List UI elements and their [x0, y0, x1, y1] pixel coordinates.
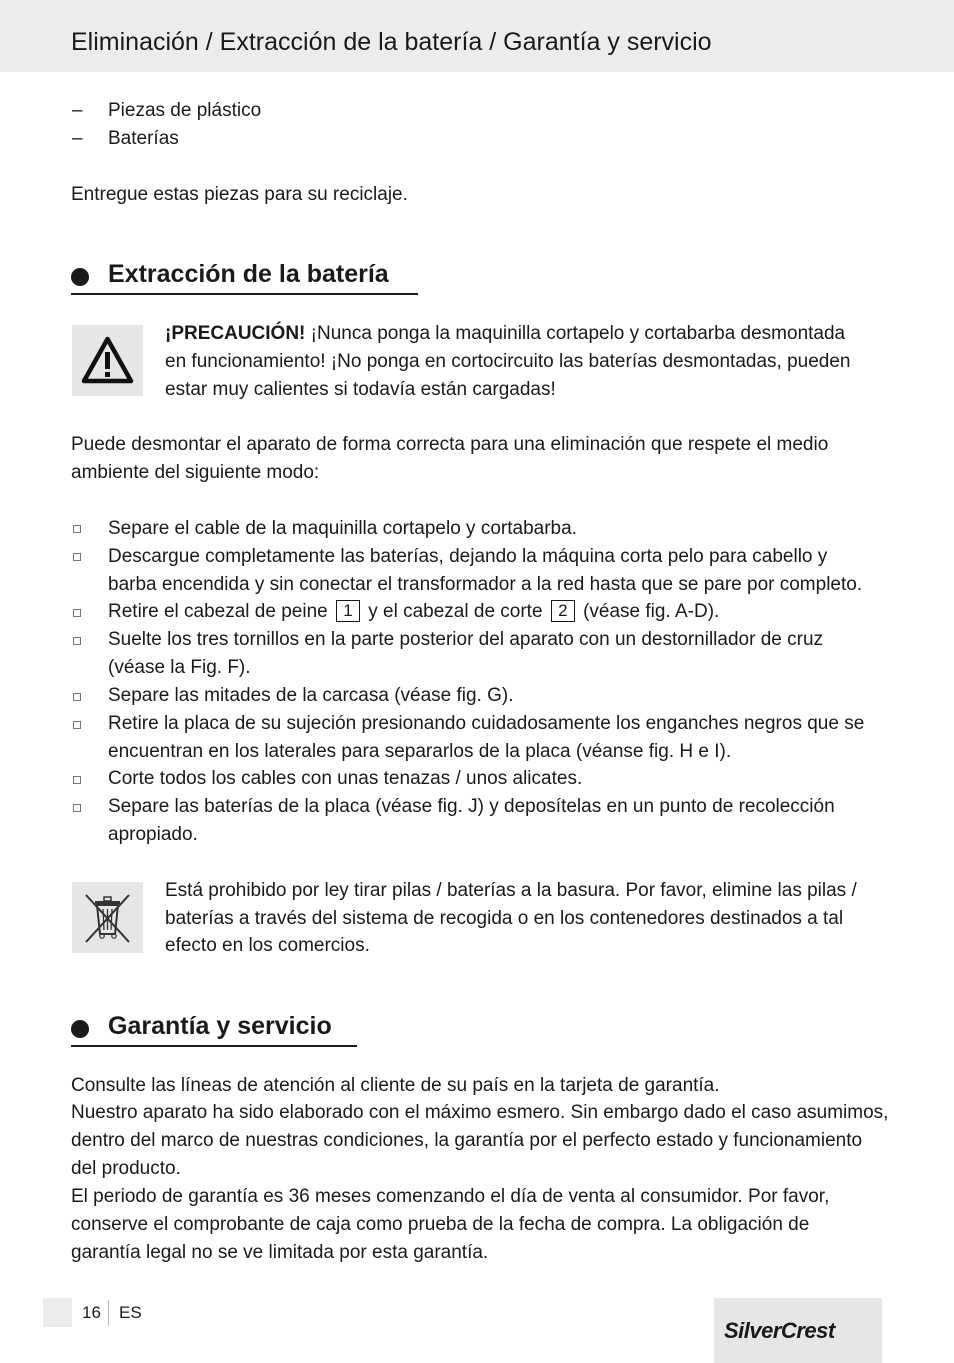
checkbox-bullet-icon	[73, 721, 81, 729]
part-ref-comb-head: 1	[336, 600, 360, 622]
warning-text-line: estar muy calientes si todavía están cargadas!	[165, 379, 556, 400]
step-fragment: (véase fig. A-D).	[583, 601, 720, 622]
warning-label: ¡PRECAUCIÓN!	[165, 323, 306, 344]
dash-marker: –	[72, 128, 83, 149]
step-text: Separe las baterías de la placa (véase fig. J) y deposítelas en un punto de recolección	[108, 796, 835, 817]
list-item: Baterías	[108, 128, 179, 149]
paragraph-line: Puede desmontar el aparato de forma correcta para una eliminación que respete el medio	[71, 434, 829, 455]
checkbox-bullet-icon	[73, 776, 81, 784]
warranty-text: El periodo de garantía es 36 meses comenzando el día de venta al consumidor. Por favor,	[71, 1186, 830, 1207]
warning-text-line	[165, 320, 845, 348]
page-title: Eliminación / Extracción de la batería / Garantía y servicio	[71, 28, 712, 56]
checkbox-bullet-icon	[73, 525, 81, 533]
step-fragment: Retire el cabezal de peine	[108, 601, 328, 622]
warranty-text: Consulte las líneas de atención al cliente de su país en la tarjeta de garantía.	[71, 1075, 720, 1096]
step-text: Separe las mitades de la carcasa (véase fig. G).	[108, 685, 514, 706]
warranty-text: Nuestro aparato ha sido elaborado con el máximo esmero. Sin embargo dado el caso asumimos,	[71, 1102, 889, 1123]
step-text: barba encendida y sin conectar el transformador a la red hasta que se pare por completo.	[108, 574, 863, 595]
part-ref-cutting-head: 2	[551, 600, 575, 622]
paragraph-line: ambiente del siguiente modo:	[71, 462, 320, 483]
step-text: Suelte los tres tornillos en la parte posterior del aparato con un destornillador de cruz	[108, 629, 824, 650]
recycling-note: Entregue estas piezas para su reciclaje.	[71, 184, 408, 205]
battery-disposal-text: Está prohibido por ley tirar pilas / baterías a la basura. Por favor, elimine las pilas /	[165, 880, 857, 901]
step-text: apropiado.	[108, 824, 198, 845]
brand-logo	[714, 1298, 882, 1363]
warranty-text: garantía legal no se ve limitada por esta garantía.	[71, 1242, 489, 1263]
heading-underline	[71, 1045, 357, 1047]
bullet-dot-icon	[71, 1020, 89, 1038]
checkbox-bullet-icon	[73, 637, 81, 645]
footer-marker	[43, 1298, 72, 1327]
step-text: encuentran en los laterales para separarlos de la placa (véanse fig. H e I).	[108, 741, 732, 762]
warning-triangle-icon	[72, 325, 143, 396]
step-text: Separe el cable de la maquinilla cortapelo y cortabarba.	[108, 518, 577, 539]
step-text: (véase la Fig. F).	[108, 657, 251, 678]
checkbox-bullet-icon	[73, 693, 81, 701]
brand-name: SilverCrest	[724, 1318, 835, 1343]
step-text: Retire la placa de su sujeción presionando cuidadosamente los enganches negros que se	[108, 713, 865, 734]
checkbox-bullet-icon	[73, 553, 81, 561]
checkbox-bullet-icon	[73, 609, 81, 617]
step-text	[108, 598, 719, 626]
checkbox-bullet-icon	[73, 804, 81, 812]
warranty-text: del producto.	[71, 1158, 181, 1179]
page-number: 16	[82, 1303, 101, 1322]
section-title: Garantía y servicio	[108, 1012, 332, 1040]
footer-divider	[108, 1300, 109, 1326]
step-text: Descargue completamente las baterías, dejando la máquina corta pelo para cabello y	[108, 546, 828, 567]
heading-underline	[71, 293, 418, 295]
list-item: Piezas de plástico	[108, 100, 262, 121]
warning-text: ¡Nunca ponga la maquinilla cortapelo y cortabarba desmontada	[305, 323, 846, 344]
crossed-bin-icon	[72, 882, 143, 953]
warranty-text: dentro del marco de nuestras condiciones, la garantía por el perfecto estado y funcionamiento	[71, 1130, 863, 1151]
step-text: Corte todos los cables con unas tenazas / unos alicates.	[108, 768, 583, 789]
battery-disposal-text: efecto en los comercios.	[165, 935, 370, 956]
section-title: Extracción de la batería	[108, 260, 389, 288]
bullet-dot-icon	[71, 268, 89, 286]
step-fragment: y el cabezal de corte	[368, 601, 543, 622]
language-code: ES	[119, 1303, 142, 1322]
warning-text-line: en funcionamiento! ¡No ponga en cortocircuito las baterías desmontadas, pueden	[165, 351, 851, 372]
dash-marker: –	[72, 100, 83, 121]
battery-disposal-text: baterías a través del sistema de recogida o en los contenedores destinados a tal	[165, 908, 844, 929]
warranty-text: conserve el comprobante de caja como prueba de la fecha de compra. La obligación de	[71, 1214, 810, 1235]
